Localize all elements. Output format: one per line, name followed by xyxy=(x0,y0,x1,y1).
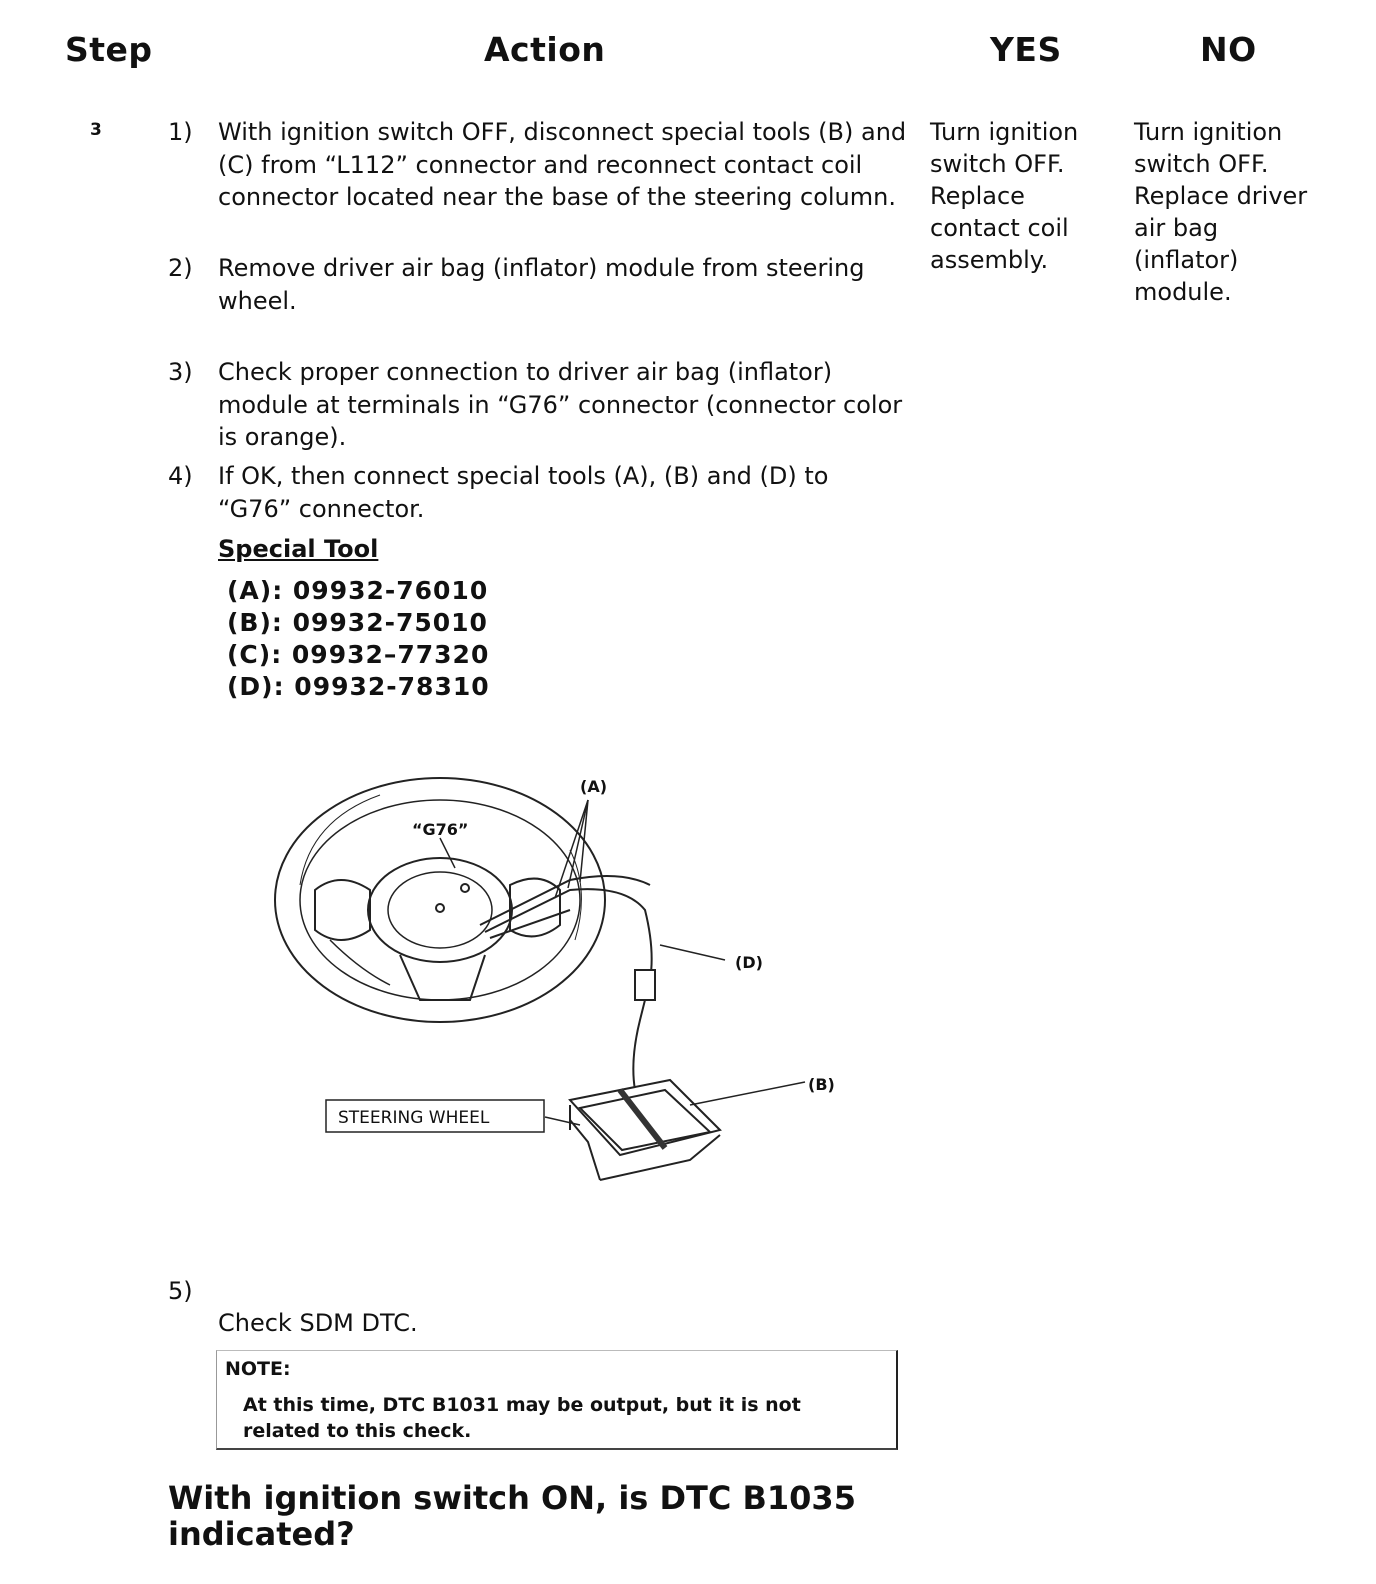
label-steering-wheel: STEERING WHEEL xyxy=(338,1108,490,1128)
header-step: Step xyxy=(65,30,153,69)
special-tool-list xyxy=(227,575,490,703)
label-g76: “G76” xyxy=(412,820,469,839)
action-text: Check proper connection to driver air bag (inflator) module at terminals in “G76” connector (connector color is orange). xyxy=(218,358,903,451)
special-tool-item: (B): 09932-75010 xyxy=(227,608,488,637)
action-text: With ignition switch OFF, disconnect special tools (B) and (C) from “L112” connector and reconnect contact coil connector located near the base of the steering column. xyxy=(218,118,907,211)
label-d: (D) xyxy=(735,953,763,972)
header-yes: YES xyxy=(990,30,1062,69)
header-no: NO xyxy=(1200,30,1257,69)
no-result: Turn ignition switch OFF. Replace driver air bag (inflator) module. xyxy=(1134,118,1308,306)
steering-wheel-diagram xyxy=(270,760,870,1200)
special-tool-item: (D): 09932-78310 xyxy=(227,672,490,701)
special-tool-item: (C): 09932–77320 xyxy=(227,640,490,669)
header-action: Action xyxy=(484,30,606,69)
step-number: 3 xyxy=(90,120,102,140)
label-a: (A) xyxy=(580,777,608,796)
note-title: NOTE: xyxy=(225,1358,291,1380)
note-box xyxy=(216,1350,898,1450)
action-text: Check SDM DTC. xyxy=(218,1309,418,1337)
action-number: 3) xyxy=(168,358,193,386)
action-text: Remove driver air bag (inflator) module from steering wheel. xyxy=(218,254,865,315)
special-tool-title: Special Tool xyxy=(218,535,379,563)
action-number: 4) xyxy=(168,462,193,490)
label-b: (B) xyxy=(808,1075,835,1094)
action-number: 5) xyxy=(168,1277,193,1305)
action-number: 1) xyxy=(168,118,193,146)
note-body: At this time, DTC B1031 may be output, but it is not related to this check. xyxy=(243,1394,801,1442)
action-text: If OK, then connect special tools (A), (B) and (D) to “G76” connector. xyxy=(218,462,829,523)
action-number: 2) xyxy=(168,254,193,282)
special-tool-item: (A): 09932-76010 xyxy=(227,576,489,605)
yes-result: Turn ignition switch OFF. Replace contact coil assembly. xyxy=(930,118,1079,274)
check-question: With ignition switch ON, is DTC B1035 indicated? xyxy=(168,1479,856,1553)
